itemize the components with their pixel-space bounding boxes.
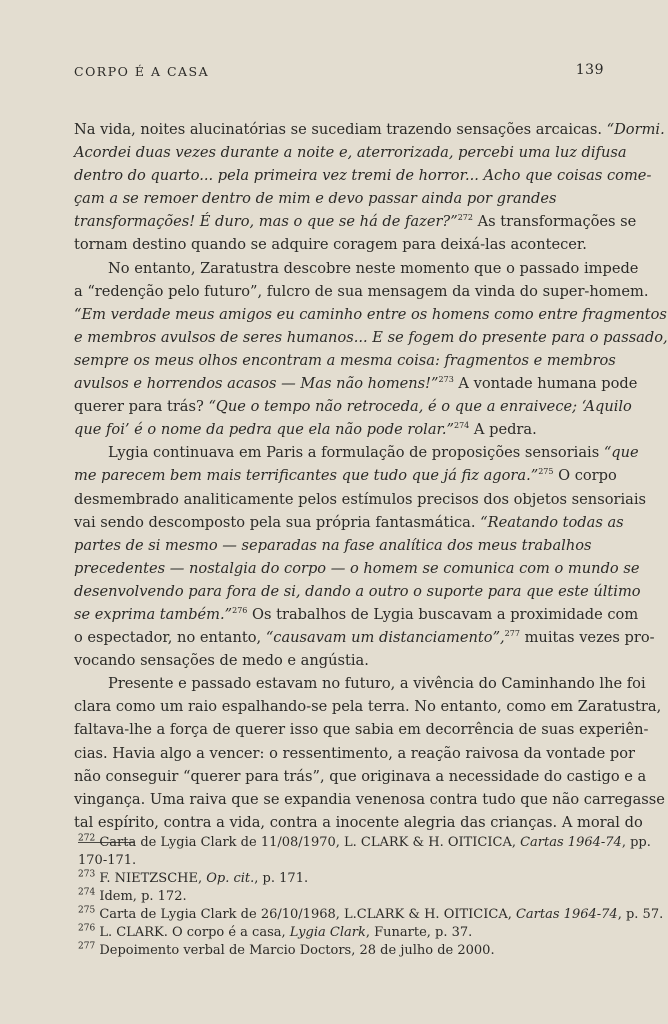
text-run: , pp. bbox=[621, 835, 651, 850]
italic-text: “Em verdade meus amigos eu caminho entre os homens como entre fragmentos bbox=[74, 305, 667, 323]
footnote-number: 274 bbox=[78, 887, 96, 898]
footnote-number: 276 bbox=[78, 923, 96, 934]
text-line bbox=[74, 257, 639, 280]
paragraph bbox=[74, 118, 665, 257]
italic-text: partes de si mesmo — separadas na fase analítica dos meus trabalhos bbox=[74, 536, 592, 554]
text-run: 170-171. bbox=[78, 853, 137, 868]
footnote-line bbox=[78, 905, 664, 924]
footnote-line bbox=[78, 924, 618, 942]
text-run: Depoimento verbal de Marcio Doctors, 28 de julho de 2000. bbox=[99, 943, 495, 958]
text-run: querer para trás? bbox=[74, 398, 209, 416]
footnote-ref: 277 bbox=[504, 629, 520, 639]
italic-text: “que bbox=[603, 444, 639, 462]
italic-text: çam a se remoer dentro de mim e devo passar ainda por grandes bbox=[74, 190, 557, 208]
italic-text: avulsos e horrendos acasos — Mas não homens!” bbox=[74, 375, 439, 393]
text-line bbox=[74, 672, 646, 695]
text-run: clara como um raio espalhando-se pela terra. No entanto, como em Zaratustra, bbox=[74, 698, 662, 716]
text-line bbox=[74, 441, 639, 464]
text-line bbox=[74, 534, 610, 557]
text-line bbox=[74, 603, 639, 626]
text-run: Idem, p. 172. bbox=[99, 889, 187, 904]
text-run: A pedra. bbox=[469, 421, 537, 439]
text-run: tornam destino quando se adquire coragem para deixá-las acontecer. bbox=[74, 236, 587, 254]
footnote-number: 272 bbox=[78, 833, 96, 844]
text-line bbox=[74, 233, 610, 256]
italic-text: “causavam um distanciamento”, bbox=[265, 629, 505, 647]
footnote-line bbox=[78, 870, 618, 888]
text-line bbox=[74, 557, 640, 580]
text-line bbox=[74, 742, 636, 765]
text-line bbox=[74, 464, 617, 487]
text-line bbox=[74, 811, 643, 834]
text-run: tal espírito, contra a vida, contra a inocente alegria das crianças. A moral do bbox=[74, 813, 643, 831]
text-line bbox=[74, 649, 610, 672]
text-line bbox=[74, 418, 610, 441]
footnote-ref: 273 bbox=[438, 375, 454, 385]
italic-text: Cartas 1964-74 bbox=[520, 835, 622, 850]
text-run: vai sendo descomposto pela sua própria fantasmática. bbox=[74, 513, 481, 531]
italic-text: “Que o tempo não retroceda, é o que a enraivece; ‘Aquilo bbox=[208, 398, 632, 416]
footnotes bbox=[78, 833, 664, 960]
text-run: , Funarte, p. 37. bbox=[365, 925, 473, 940]
text-line bbox=[74, 280, 649, 303]
paragraph bbox=[74, 257, 668, 442]
footnote-number: 277 bbox=[78, 941, 96, 952]
text-run: A vontade humana pode bbox=[453, 375, 638, 393]
body-text bbox=[74, 118, 668, 834]
text-run: faltava-lhe a força de querer isso que sabia em decorrência de suas experiên- bbox=[74, 721, 649, 739]
text-line bbox=[74, 395, 632, 418]
text-line bbox=[74, 372, 638, 395]
footnote-line bbox=[78, 852, 618, 870]
text-line bbox=[74, 580, 641, 603]
text-line bbox=[74, 488, 646, 511]
paragraph bbox=[74, 441, 655, 672]
italic-text: e membros avulsos de seres humanos... E se fogem do presente para o passado, bbox=[74, 328, 668, 346]
text-run: Carta de Lygia Clark de 11/08/1970, L. CLARK & H. OITICICA, bbox=[99, 835, 521, 850]
footnote-ref: 274 bbox=[454, 421, 470, 431]
italic-text: desenvolvendo para fora de si, dando a outro o suporte para que este último bbox=[74, 582, 641, 600]
footnote-ref: 272 bbox=[457, 213, 473, 223]
running-title: CORPO É A CASA bbox=[74, 64, 210, 79]
text-run: desmembrado analiticamente pelos estímulos precisos dos objetos sensoriais bbox=[74, 490, 646, 508]
text-run: As transformações se bbox=[473, 213, 637, 231]
paragraph bbox=[74, 672, 665, 834]
italic-text: que foi’ é o nome da pedra que ela não pode rolar.” bbox=[74, 421, 454, 439]
italic-text: sempre os meus olhos encontram a mesma coisa: fragmentos e membros bbox=[74, 351, 616, 369]
footnote-line bbox=[78, 888, 618, 906]
text-line bbox=[74, 141, 627, 164]
text-run: o espectador, no entanto, bbox=[74, 629, 266, 647]
italic-text: precedentes — nostalgia do corpo — o homem se comunica com o mundo se bbox=[74, 559, 640, 577]
text-line bbox=[74, 788, 665, 811]
footnote-ref: 276 bbox=[232, 606, 248, 616]
text-run: , p. 57. bbox=[617, 907, 664, 922]
text-run: não conseguir “querer para trás”, que originava a necessidade do castigo e a bbox=[74, 767, 647, 785]
italic-text: me parecem bem mais terrificantes que tudo que já fiz agora.” bbox=[74, 467, 539, 485]
footnote-number: 273 bbox=[78, 869, 96, 880]
text-line bbox=[74, 303, 667, 326]
text-run: Carta de Lygia Clark de 26/10/1968, L.CLARK & H. OITICICA, bbox=[99, 907, 516, 922]
text-run: vingança. Uma raiva que se expandia venenosa contra tudo que não carregasse bbox=[74, 790, 665, 808]
footnote-line bbox=[78, 833, 651, 852]
footnote-ref: 275 bbox=[538, 467, 554, 477]
italic-text: “Reatando todas as bbox=[480, 513, 624, 531]
text-run: No entanto, Zaratustra descobre neste momento que o passado impede bbox=[108, 259, 639, 277]
italic-text: Cartas 1964-74 bbox=[515, 907, 618, 922]
text-line bbox=[74, 626, 655, 649]
italic-text: Op. cit. bbox=[206, 871, 255, 886]
text-run: Na vida, noites alucinatórias se sucediam trazendo sensações arcaicas. bbox=[74, 121, 607, 138]
italic-text: dentro do quarto... pela primeira vez tremi de horror... Acho que coisas come- bbox=[74, 167, 652, 185]
text-run: Presente e passado estavam no futuro, a vivência do Caminhando lhe foi bbox=[108, 675, 646, 693]
text-line bbox=[74, 349, 616, 372]
footnote-line bbox=[78, 942, 618, 960]
text-line bbox=[74, 695, 662, 718]
text-run: F. NIETZSCHE, bbox=[99, 871, 207, 886]
text-run: muitas vezes pro- bbox=[519, 629, 655, 647]
text-run: , p. 171. bbox=[254, 871, 309, 886]
italic-text: Acordei duas vezes durante a noite e, aterrorizada, percebi uma luz difusa bbox=[74, 144, 627, 162]
text-line bbox=[74, 210, 637, 233]
text-line bbox=[74, 718, 649, 741]
text-line bbox=[74, 326, 668, 349]
text-run: Os trabalhos de Lygia buscavam a proximidade com bbox=[247, 605, 639, 623]
text-run: L. CLARK. O corpo é a casa, bbox=[99, 925, 290, 940]
text-run: cias. Havia algo a vencer: o ressentimento, a reação raivosa da vontade por bbox=[74, 744, 636, 762]
text-line bbox=[74, 765, 647, 788]
text-run: vocando sensações de medo e angústia. bbox=[74, 652, 369, 670]
text-run: a “redenção pelo futuro”, fulcro de sua mensagem da vinda do super-homem. bbox=[74, 282, 649, 300]
italic-text: Lygia Clark bbox=[289, 925, 366, 940]
italic-text: transformações! É duro, mas o que se há de fazer?” bbox=[74, 213, 458, 231]
text-line bbox=[74, 511, 624, 534]
text-line bbox=[74, 187, 610, 210]
italic-text: “Dormi. bbox=[606, 121, 665, 138]
italic-text: se exprima também.” bbox=[74, 605, 233, 623]
text-run: O corpo bbox=[553, 467, 617, 485]
page-number: 139 bbox=[575, 62, 604, 78]
footnote-number: 275 bbox=[78, 905, 96, 916]
text-run: Lygia continuava em Paris a formulação de proposições sensoriais bbox=[108, 444, 604, 462]
text-line bbox=[74, 164, 652, 187]
text-line bbox=[74, 118, 665, 141]
